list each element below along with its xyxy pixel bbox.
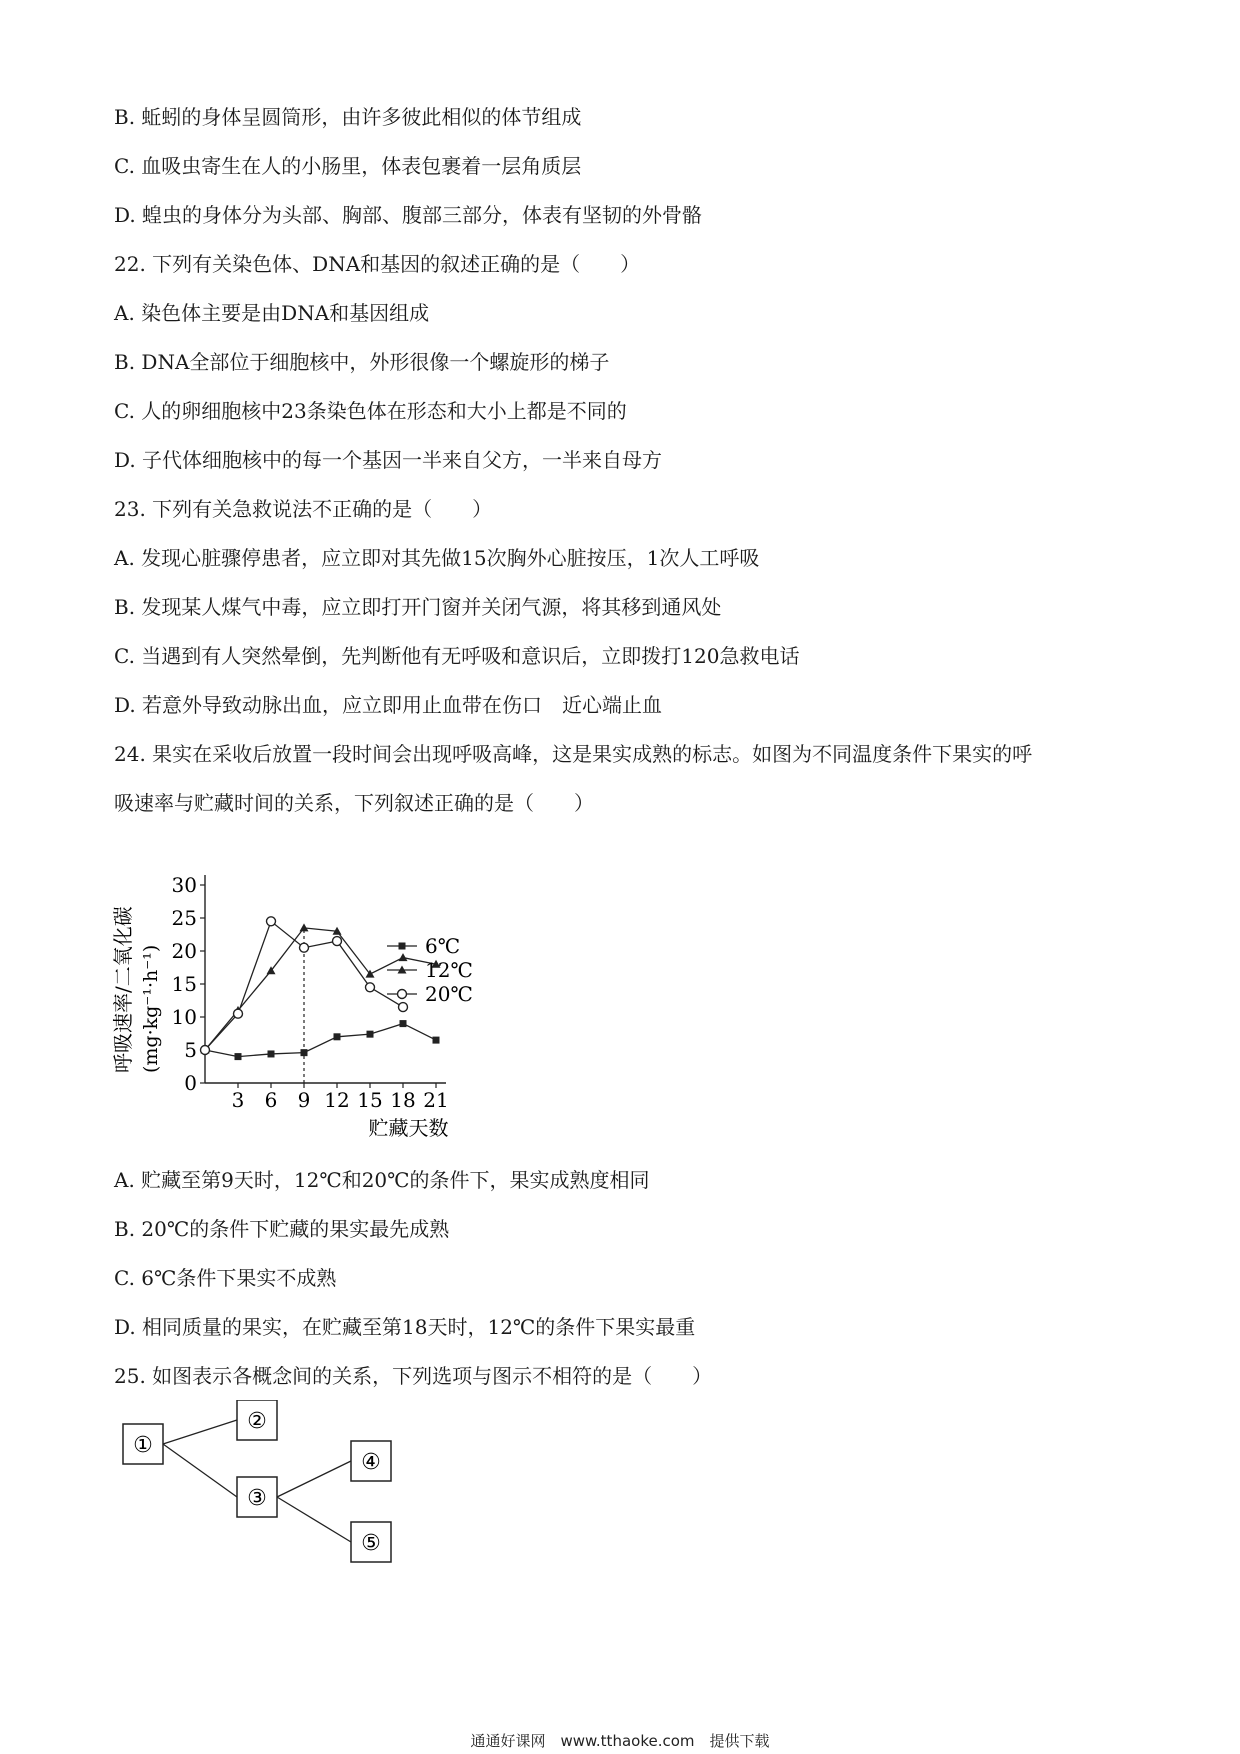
text-line: C. 6℃条件下果实不成熟 <box>114 1266 337 1290</box>
series-square <box>202 934 461 1060</box>
data-point <box>300 923 309 931</box>
data-point <box>268 1050 275 1057</box>
concept-node <box>237 1400 277 1440</box>
connector-line <box>163 1444 237 1497</box>
y-tick-label: 0 <box>184 1071 197 1095</box>
text-line: D. 相同质量的果实，在贮藏至第18天时，12℃的条件下果实最重 <box>114 1315 696 1339</box>
text-line: 22. 下列有关染色体、DNA和基因的叙述正确的是（ ） <box>114 252 641 276</box>
text-line: D. 子代体细胞核中的每一个基因一半来自父方，一半来自母方 <box>114 448 663 472</box>
concept-node <box>123 1424 163 1464</box>
concept-node <box>351 1522 391 1562</box>
text-line: C. 当遇到有人突然晕倒，先判断他有无呼吸和意识后，立即拨打120急救电话 <box>114 644 800 668</box>
legend-marker <box>399 943 406 950</box>
x-tick-label: 9 <box>297 1088 311 1112</box>
page-footer: 通通好课网 www.tthaoke.com 提供下载 <box>470 1732 770 1750</box>
data-point <box>267 917 276 926</box>
node-label: ② <box>247 1409 267 1434</box>
y-tick-label: 5 <box>184 1038 197 1062</box>
y-axis-unit: (mg·kg⁻¹·h⁻¹) <box>140 944 162 1073</box>
text-line: C. 人的卵细胞核中23条染色体在形态和大小上都是不同的 <box>114 399 627 423</box>
y-tick-label: 10 <box>171 1005 197 1029</box>
data-point <box>235 1053 242 1060</box>
text-line: B. 发现某人煤气中毒，应立即打开门窗并关闭气源，将其移到通风处 <box>114 595 722 619</box>
data-point <box>234 1009 243 1018</box>
connector-line <box>163 1420 237 1444</box>
legend-label: 12℃ <box>425 958 473 982</box>
text-line: 吸速率与贮藏时间的关系，下列叙述正确的是（ ） <box>114 791 594 815</box>
node-label: ③ <box>247 1486 267 1511</box>
respiration-rate-chart <box>105 835 525 1140</box>
x-tick-label: 18 <box>390 1088 416 1112</box>
legend-label: 6℃ <box>425 934 461 958</box>
series-line <box>205 1024 436 1057</box>
y-axis-label: 呼吸速率/二氧化碳 <box>111 906 135 1073</box>
text-line: B. 20℃的条件下贮藏的果实最先成熟 <box>114 1217 450 1241</box>
y-tick-label: 25 <box>171 906 197 930</box>
node-label: ④ <box>361 1450 381 1475</box>
data-point <box>367 1031 374 1038</box>
text-line: D. 若意外导致动脉出血，应立即用止血带在伤口 近心端止血 <box>114 693 663 717</box>
x-tick-label: 3 <box>231 1088 245 1112</box>
data-point <box>433 1037 440 1044</box>
legend-marker <box>398 990 407 999</box>
data-point <box>400 1020 407 1027</box>
text-line: D. 蝗虫的身体分为头部、胸部、腹部三部分，体表有坚韧的外骨骼 <box>114 203 703 227</box>
data-point <box>300 943 309 952</box>
x-axis-label: 贮藏天数 <box>368 1116 449 1140</box>
text-line: 25. 如图表示各概念间的关系，下列选项与图示不相符的是（ ） <box>114 1364 713 1388</box>
x-tick-label: 21 <box>423 1088 449 1112</box>
x-tick-label: 15 <box>357 1088 383 1112</box>
text-line: A. 发现心脏骤停患者，应立即对其先做15次胸外心脏按压，1次人工呼吸 <box>114 546 760 570</box>
connector-line <box>277 1461 351 1497</box>
concept-node <box>237 1477 277 1517</box>
connector-line <box>277 1497 351 1542</box>
legend-label: 20℃ <box>425 982 473 1006</box>
node-label: ① <box>133 1433 153 1458</box>
text-line: C. 血吸虫寄生在人的小肠里，体表包裹着一层角质层 <box>114 154 582 178</box>
y-tick-label: 30 <box>171 873 197 897</box>
concept-node <box>351 1441 391 1481</box>
data-point <box>334 1033 341 1040</box>
node-label: ⑤ <box>361 1531 381 1556</box>
data-point <box>366 983 375 992</box>
data-point <box>399 1003 408 1012</box>
text-line: B. 蚯蚓的身体呈圆筒形，由许多彼此相似的体节组成 <box>114 105 582 129</box>
x-tick-label: 6 <box>264 1088 278 1112</box>
text-line: A. 染色体主要是由DNA和基因组成 <box>114 301 430 325</box>
data-point <box>333 937 342 946</box>
y-tick-label: 15 <box>171 972 197 996</box>
concept-relationship-diagram <box>115 1400 415 1580</box>
text-line: B. DNA全部位于细胞核中，外形很像一个螺旋形的梯子 <box>114 350 610 374</box>
x-tick-label: 12 <box>324 1088 350 1112</box>
text-line: 23. 下列有关急救说法不正确的是（ ） <box>114 497 493 521</box>
data-point <box>399 953 408 961</box>
y-tick-label: 20 <box>171 939 197 963</box>
text-line: 24. 果实在采收后放置一段时间会出现呼吸高峰，这是果实成熟的标志。如图为不同温度条件下果实的呼 <box>114 742 1033 766</box>
data-point <box>201 1046 210 1055</box>
data-point <box>301 1049 308 1056</box>
text-line: A. 贮藏至第9天时，12℃和20℃的条件下，果实成熟度相同 <box>114 1168 650 1192</box>
